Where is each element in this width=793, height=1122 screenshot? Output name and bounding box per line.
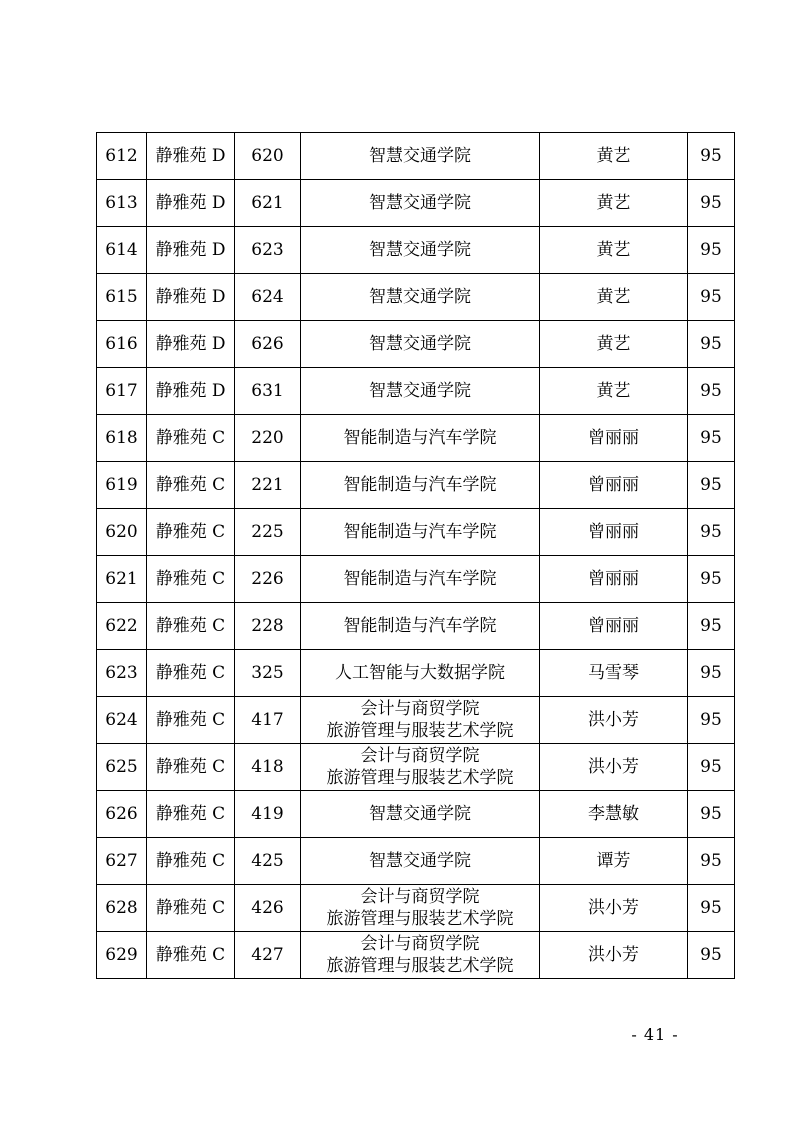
cell-number: 612 — [97, 133, 147, 180]
college-name: 智慧交通学院 — [369, 804, 471, 824]
cell-building: 静雅苑 C — [147, 462, 235, 509]
cell-score: 95 — [688, 650, 735, 697]
cell-college — [301, 462, 540, 509]
cell-college — [301, 838, 540, 885]
cell-room: 325 — [235, 650, 301, 697]
cell-room: 621 — [235, 180, 301, 227]
cell-building: 静雅苑 C — [147, 603, 235, 650]
cell-number: 619 — [97, 462, 147, 509]
table-row — [97, 509, 735, 556]
table-row — [97, 650, 735, 697]
cell-person-in-charge: 黄艺 — [540, 368, 688, 415]
cell-score: 95 — [688, 744, 735, 791]
cell-building: 静雅苑 C — [147, 744, 235, 791]
cell-room: 425 — [235, 838, 301, 885]
cell-person-in-charge: 洪小芳 — [540, 697, 688, 744]
cell-person-in-charge: 马雪琴 — [540, 650, 688, 697]
cell-room: 417 — [235, 697, 301, 744]
cell-building: 静雅苑 C — [147, 556, 235, 603]
cell-score: 95 — [688, 321, 735, 368]
college-name: 旅游管理与服装艺术学院 — [326, 956, 514, 976]
college-name: 智慧交通学院 — [369, 334, 471, 354]
cell-person-in-charge: 洪小芳 — [540, 885, 688, 932]
table-row — [97, 274, 735, 321]
table-row — [97, 368, 735, 415]
college-name: 会计与商贸学院 — [360, 746, 480, 766]
cell-number: 626 — [97, 791, 147, 838]
college-name: 旅游管理与服装艺术学院 — [326, 768, 514, 788]
cell-person-in-charge: 黄艺 — [540, 227, 688, 274]
cell-number: 620 — [97, 509, 147, 556]
cell-person-in-charge: 曾丽丽 — [540, 556, 688, 603]
cell-room: 225 — [235, 509, 301, 556]
college-name: 智能制造与汽车学院 — [343, 522, 497, 542]
cell-person-in-charge: 谭芳 — [540, 838, 688, 885]
cell-room: 623 — [235, 227, 301, 274]
cell-person-in-charge: 黄艺 — [540, 133, 688, 180]
cell-person-in-charge: 黄艺 — [540, 274, 688, 321]
college-name: 旅游管理与服装艺术学院 — [326, 721, 514, 741]
cell-number: 629 — [97, 932, 147, 979]
table-row — [97, 744, 735, 791]
cell-number: 628 — [97, 885, 147, 932]
cell-number: 618 — [97, 415, 147, 462]
college-name: 会计与商贸学院 — [360, 934, 480, 954]
cell-score: 95 — [688, 791, 735, 838]
college-name: 会计与商贸学院 — [360, 699, 480, 719]
cell-college — [301, 509, 540, 556]
cell-score: 95 — [688, 885, 735, 932]
cell-score: 95 — [688, 556, 735, 603]
table-row — [97, 133, 735, 180]
cell-room: 226 — [235, 556, 301, 603]
cell-room: 221 — [235, 462, 301, 509]
cell-person-in-charge: 黄艺 — [540, 180, 688, 227]
cell-college — [301, 697, 540, 744]
cell-score: 95 — [688, 462, 735, 509]
college-name: 智能制造与汽车学院 — [343, 569, 497, 589]
table-row — [97, 603, 735, 650]
cell-score: 95 — [688, 838, 735, 885]
cell-building: 静雅苑 D — [147, 368, 235, 415]
cell-score: 95 — [688, 932, 735, 979]
college-name: 人工智能与大数据学院 — [335, 663, 505, 683]
cell-number: 615 — [97, 274, 147, 321]
cell-person-in-charge: 曾丽丽 — [540, 462, 688, 509]
cell-room: 626 — [235, 321, 301, 368]
cell-person-in-charge: 曾丽丽 — [540, 603, 688, 650]
cell-building: 静雅苑 C — [147, 509, 235, 556]
cell-score: 95 — [688, 274, 735, 321]
cell-building: 静雅苑 D — [147, 321, 235, 368]
table-body — [97, 133, 735, 979]
cell-score: 95 — [688, 697, 735, 744]
cell-number: 616 — [97, 321, 147, 368]
table-row — [97, 791, 735, 838]
cell-college — [301, 556, 540, 603]
college-name: 智能制造与汽车学院 — [343, 616, 497, 636]
cell-college — [301, 321, 540, 368]
cell-building: 静雅苑 D — [147, 133, 235, 180]
cell-college — [301, 415, 540, 462]
college-name: 智慧交通学院 — [369, 146, 471, 166]
cell-number: 613 — [97, 180, 147, 227]
cell-room: 631 — [235, 368, 301, 415]
table-row — [97, 227, 735, 274]
cell-score: 95 — [688, 415, 735, 462]
college-name: 智能制造与汽车学院 — [343, 428, 497, 448]
college-name: 旅游管理与服装艺术学院 — [326, 909, 514, 929]
cell-college — [301, 603, 540, 650]
table-row — [97, 556, 735, 603]
cell-number: 614 — [97, 227, 147, 274]
cell-person-in-charge: 曾丽丽 — [540, 415, 688, 462]
cell-college — [301, 274, 540, 321]
table-row — [97, 462, 735, 509]
cell-building: 静雅苑 C — [147, 838, 235, 885]
cell-number: 622 — [97, 603, 147, 650]
cell-score: 95 — [688, 180, 735, 227]
table-row — [97, 415, 735, 462]
cell-building: 静雅苑 C — [147, 415, 235, 462]
college-name: 智慧交通学院 — [369, 851, 471, 871]
cell-room: 419 — [235, 791, 301, 838]
cell-building: 静雅苑 C — [147, 650, 235, 697]
table-row — [97, 932, 735, 979]
cell-room: 427 — [235, 932, 301, 979]
cell-college — [301, 227, 540, 274]
cell-score: 95 — [688, 227, 735, 274]
college-name: 智慧交通学院 — [369, 381, 471, 401]
college-name: 智慧交通学院 — [369, 287, 471, 307]
table-row — [97, 321, 735, 368]
cell-college — [301, 368, 540, 415]
cell-number: 621 — [97, 556, 147, 603]
cell-room: 426 — [235, 885, 301, 932]
table-row — [97, 885, 735, 932]
cell-college — [301, 932, 540, 979]
cell-number: 627 — [97, 838, 147, 885]
cell-person-in-charge: 洪小芳 — [540, 932, 688, 979]
cell-room: 228 — [235, 603, 301, 650]
cell-score: 95 — [688, 603, 735, 650]
college-name: 会计与商贸学院 — [360, 887, 480, 907]
cell-college — [301, 180, 540, 227]
cell-person-in-charge: 黄艺 — [540, 321, 688, 368]
college-name: 智慧交通学院 — [369, 193, 471, 213]
cell-person-in-charge: 曾丽丽 — [540, 509, 688, 556]
table-row — [97, 838, 735, 885]
cell-building: 静雅苑 D — [147, 227, 235, 274]
cell-college — [301, 133, 540, 180]
cell-number: 624 — [97, 697, 147, 744]
cell-college — [301, 885, 540, 932]
cell-building: 静雅苑 D — [147, 274, 235, 321]
cell-person-in-charge: 李慧敏 — [540, 791, 688, 838]
table-row — [97, 180, 735, 227]
cell-building: 静雅苑 C — [147, 791, 235, 838]
cell-building: 静雅苑 C — [147, 697, 235, 744]
college-name: 智慧交通学院 — [369, 240, 471, 260]
cell-college — [301, 744, 540, 791]
cell-building: 静雅苑 C — [147, 885, 235, 932]
cell-building: 静雅苑 C — [147, 932, 235, 979]
dormitory-score-table — [96, 132, 735, 979]
page-number: - 41 - — [631, 1025, 679, 1044]
cell-score: 95 — [688, 133, 735, 180]
table-row — [97, 697, 735, 744]
college-name: 智能制造与汽车学院 — [343, 475, 497, 495]
cell-person-in-charge: 洪小芳 — [540, 744, 688, 791]
cell-college — [301, 791, 540, 838]
cell-score: 95 — [688, 368, 735, 415]
cell-room: 220 — [235, 415, 301, 462]
cell-building: 静雅苑 D — [147, 180, 235, 227]
cell-score: 95 — [688, 509, 735, 556]
cell-number: 623 — [97, 650, 147, 697]
cell-number: 617 — [97, 368, 147, 415]
cell-room: 624 — [235, 274, 301, 321]
cell-number: 625 — [97, 744, 147, 791]
cell-room: 620 — [235, 133, 301, 180]
cell-room: 418 — [235, 744, 301, 791]
cell-college — [301, 650, 540, 697]
